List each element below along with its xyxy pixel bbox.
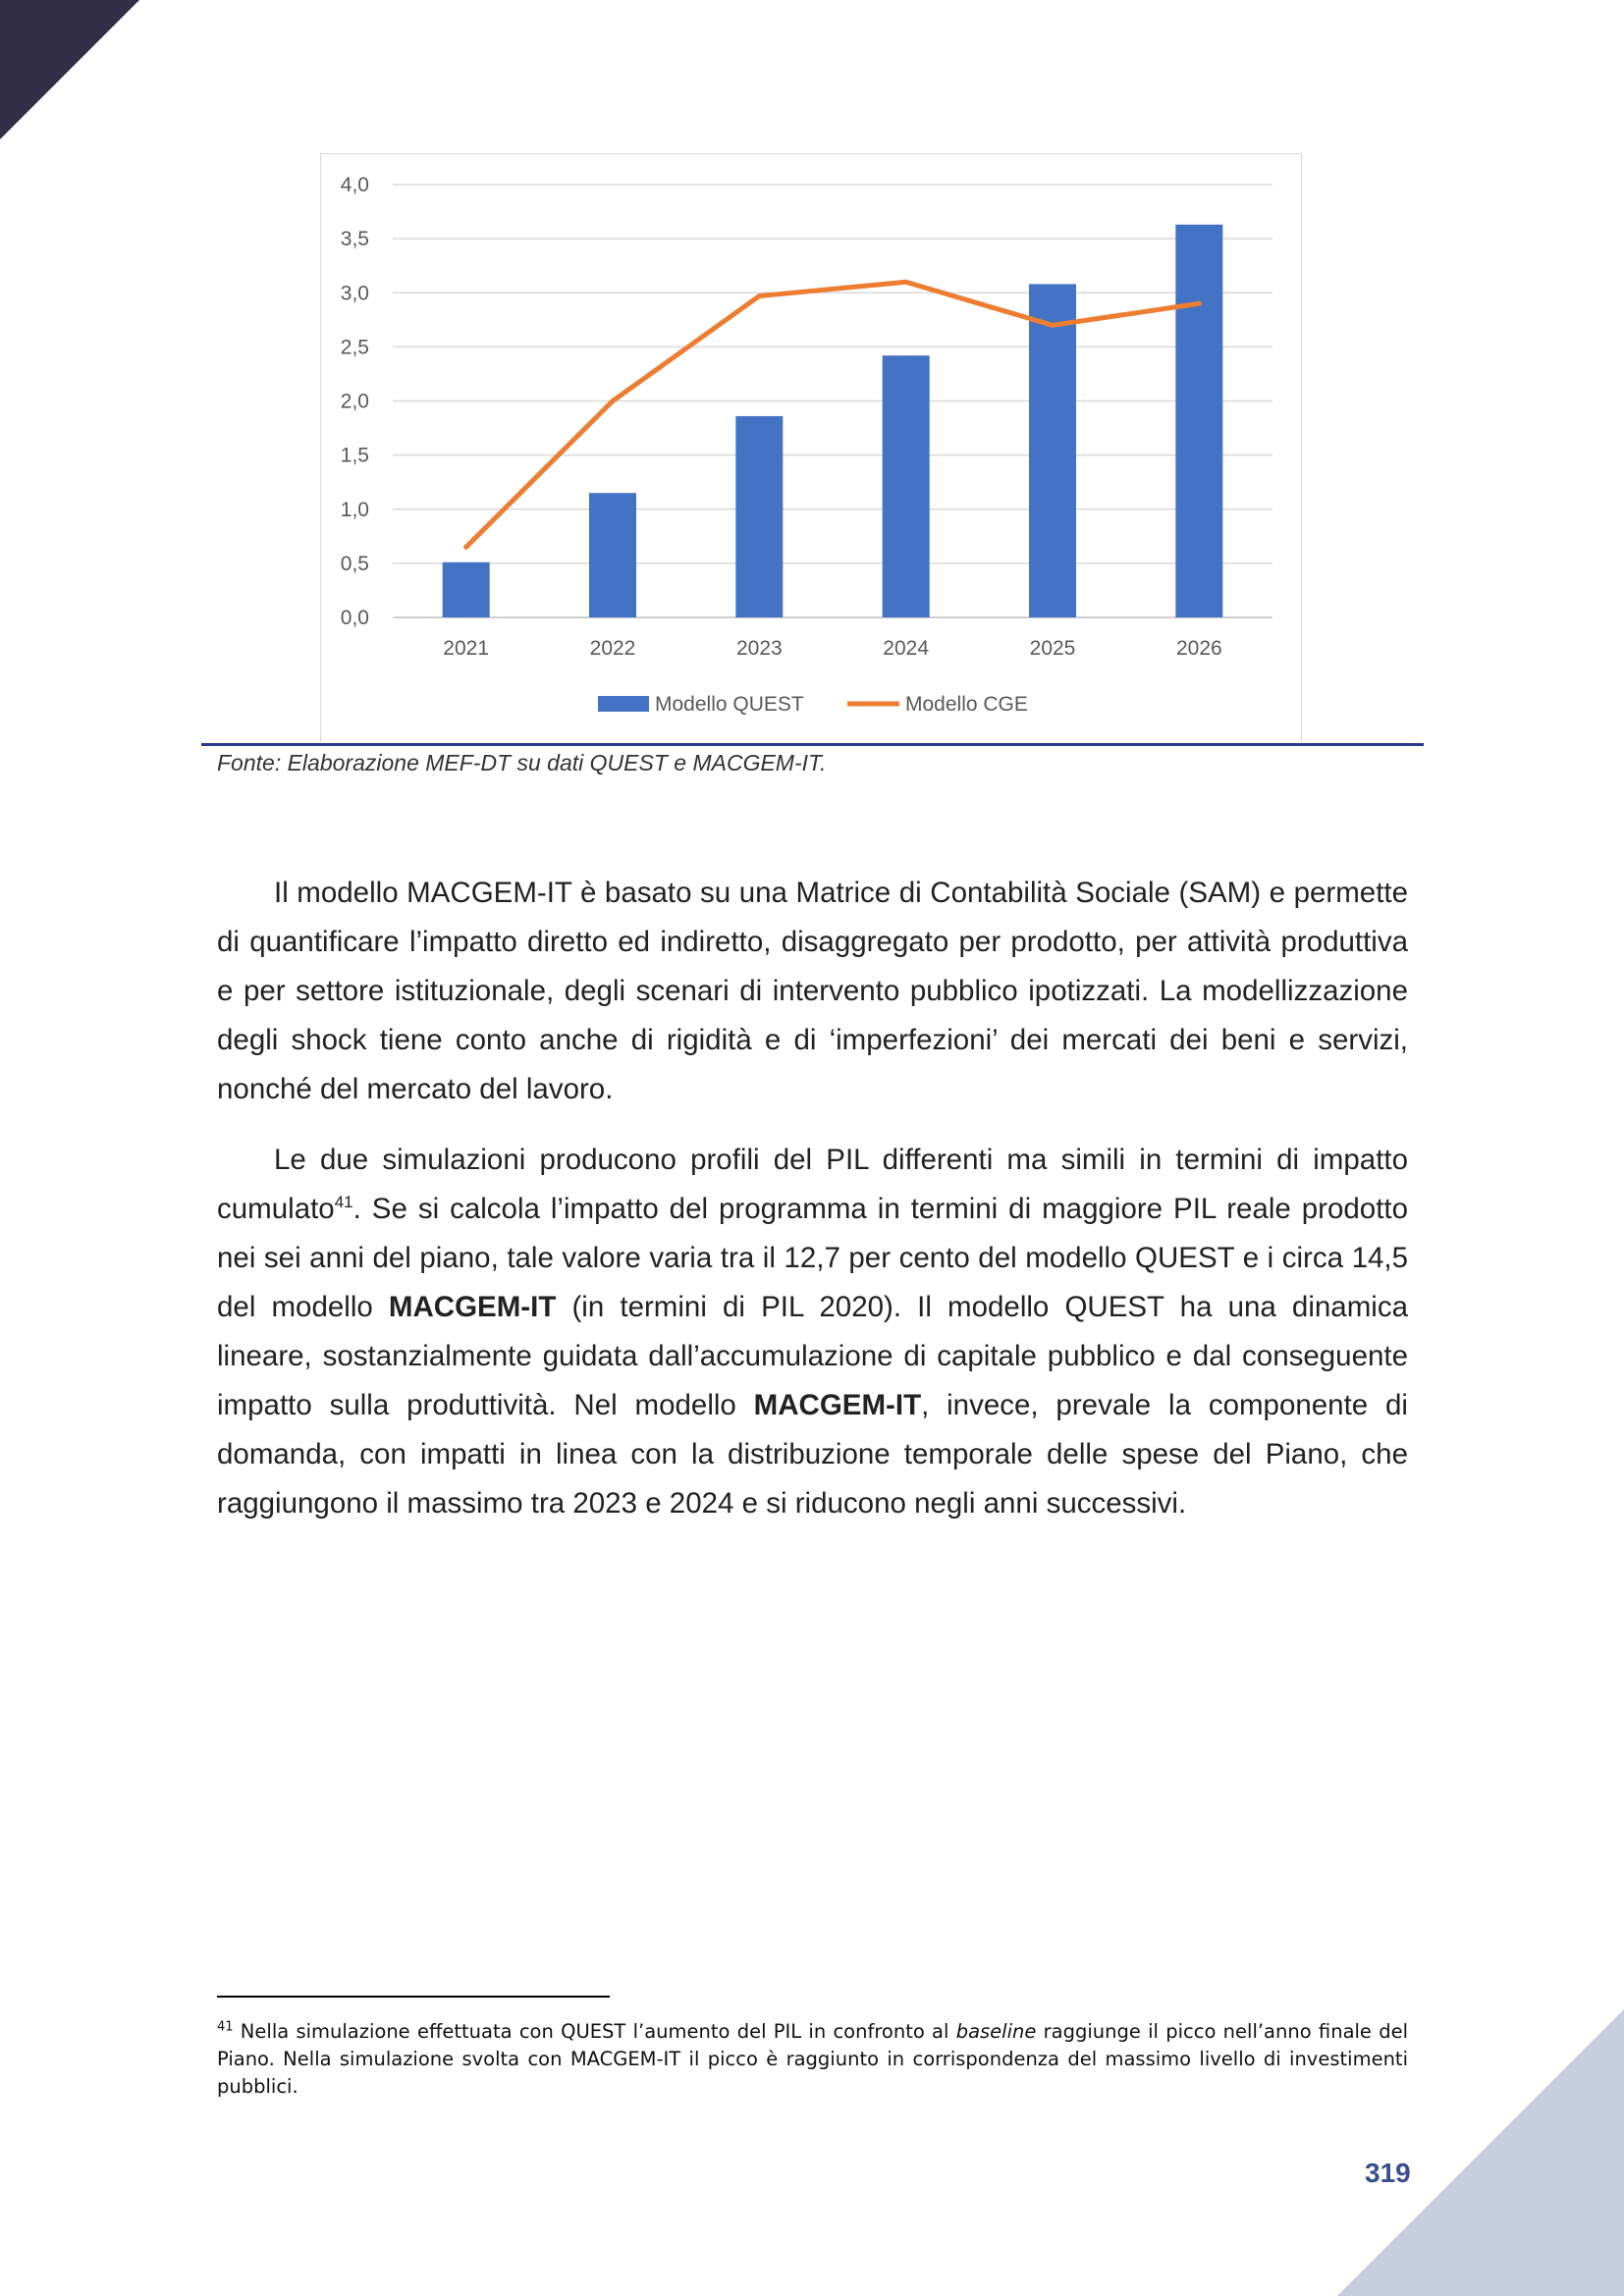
paragraph-2-part-3: (in termini di PIL 2020). Il modello QUEST ha una dinamica lineare, sostanzialmente guidata dall’accumulazione di capitale pubblico e dal conseguente impatto sulla produttività. Nel modello [217,1291,1408,1421]
paragraph-2-part-1: Le due simulazioni producono profili del PIL differenti ma simili in termini di impatto cumulato [217,1144,1408,1225]
y-tick-label: 0,5 [340,552,369,575]
legend-swatch-bar [598,696,649,712]
paragraph-2-part-4: , invece, prevale la componente di domanda, con impatti in linea con la distribuzione temporale delle spese del Piano, che raggiungono il massimo tra 2023 e 2024 e si riducono negli anni successivi. [217,1389,1408,1520]
y-tick-label: 2,0 [340,390,369,413]
source-note: Fonte: Elaborazione MEF-DT su dati QUEST e MACGEM-IT. [217,750,827,775]
line-point [1051,323,1056,328]
paragraph-2-part-2: . Se si calcola l’impatto del programma in termini di maggiore PIL reale prodotto nei sei anni del piano, tale valore varia tra il 12,7 per cento del modello QUEST e i circa 14,5 del modello [217,1193,1408,1323]
footnote-separator [217,1996,610,1998]
y-tick-label: 0,0 [340,607,369,629]
x-tick-label: 2022 [589,637,636,660]
line-series [466,282,1200,547]
footnote-ref[interactable]: 41 [334,1193,353,1212]
footnote-italic: baseline [955,2020,1037,2043]
footnote-text-1: Nella simulazione effettuata con QUEST l’aumento del PIL in confronto al [233,2020,956,2043]
paragraph-1: Il modello MACGEM-IT è basato su una Matrice di Contabilità Sociale (SAM) e permette di quantificare l’impatto diretto ed indiretto, disaggregato per prodotto, per attività produttiva e per settore istituzionale, degli scenari di intervento pubblico ipotizzati. La modellizzazione degli shock tiene conto anche di rigidità e di ‘imperfezioni’ dei mercati dei beni e servizi, nonché del mercato del lavoro. [217,877,1408,1105]
line-point [903,280,908,285]
footnote-text-2: raggiunge il picco nell’anno finale del Piano. Nella simulazione svolta con MACGEM-IT il picco è raggiunto in corrispondenza del massimo livello di investimenti pubblici. [217,2020,1408,2098]
y-tick-label: 1,0 [340,498,369,521]
y-tick-label: 3,0 [340,282,369,305]
legend-label: Modello CGE [905,693,1028,716]
chart-bottom-rule [201,743,1424,746]
body-text [217,869,1408,1550]
footnote-number: 41 [217,2019,234,2035]
line-point [463,545,468,550]
bar [735,416,783,617]
page-number: 319 [1365,2158,1411,2188]
y-tick-label: 1,5 [340,444,369,467]
corner-decoration-top-left [0,0,139,139]
line-point [611,399,616,403]
y-tick-label: 4,0 [340,174,369,196]
x-tick-label: 2024 [883,637,930,660]
chart [320,153,1302,742]
bar [883,355,930,617]
y-tick-label: 3,5 [340,228,369,251]
bar [1029,284,1076,617]
paragraph-2-bold-1: MACGEM-IT [388,1291,557,1323]
x-tick-label: 2021 [443,637,490,660]
x-tick-label: 2023 [735,637,783,660]
footnote [217,2018,1408,2101]
line-point [1197,301,1202,306]
x-tick-label: 2026 [1175,637,1222,660]
bar [443,562,490,617]
x-tick-label: 2025 [1029,637,1076,660]
line-point [757,294,762,298]
legend-label: Modello QUEST [655,693,804,716]
bar [589,493,636,617]
paragraph-2-bold-2: MACGEM-IT [753,1389,922,1421]
paragraph-2 [217,1136,1408,1528]
y-tick-label: 2,5 [340,336,369,359]
bar [1175,225,1222,617]
